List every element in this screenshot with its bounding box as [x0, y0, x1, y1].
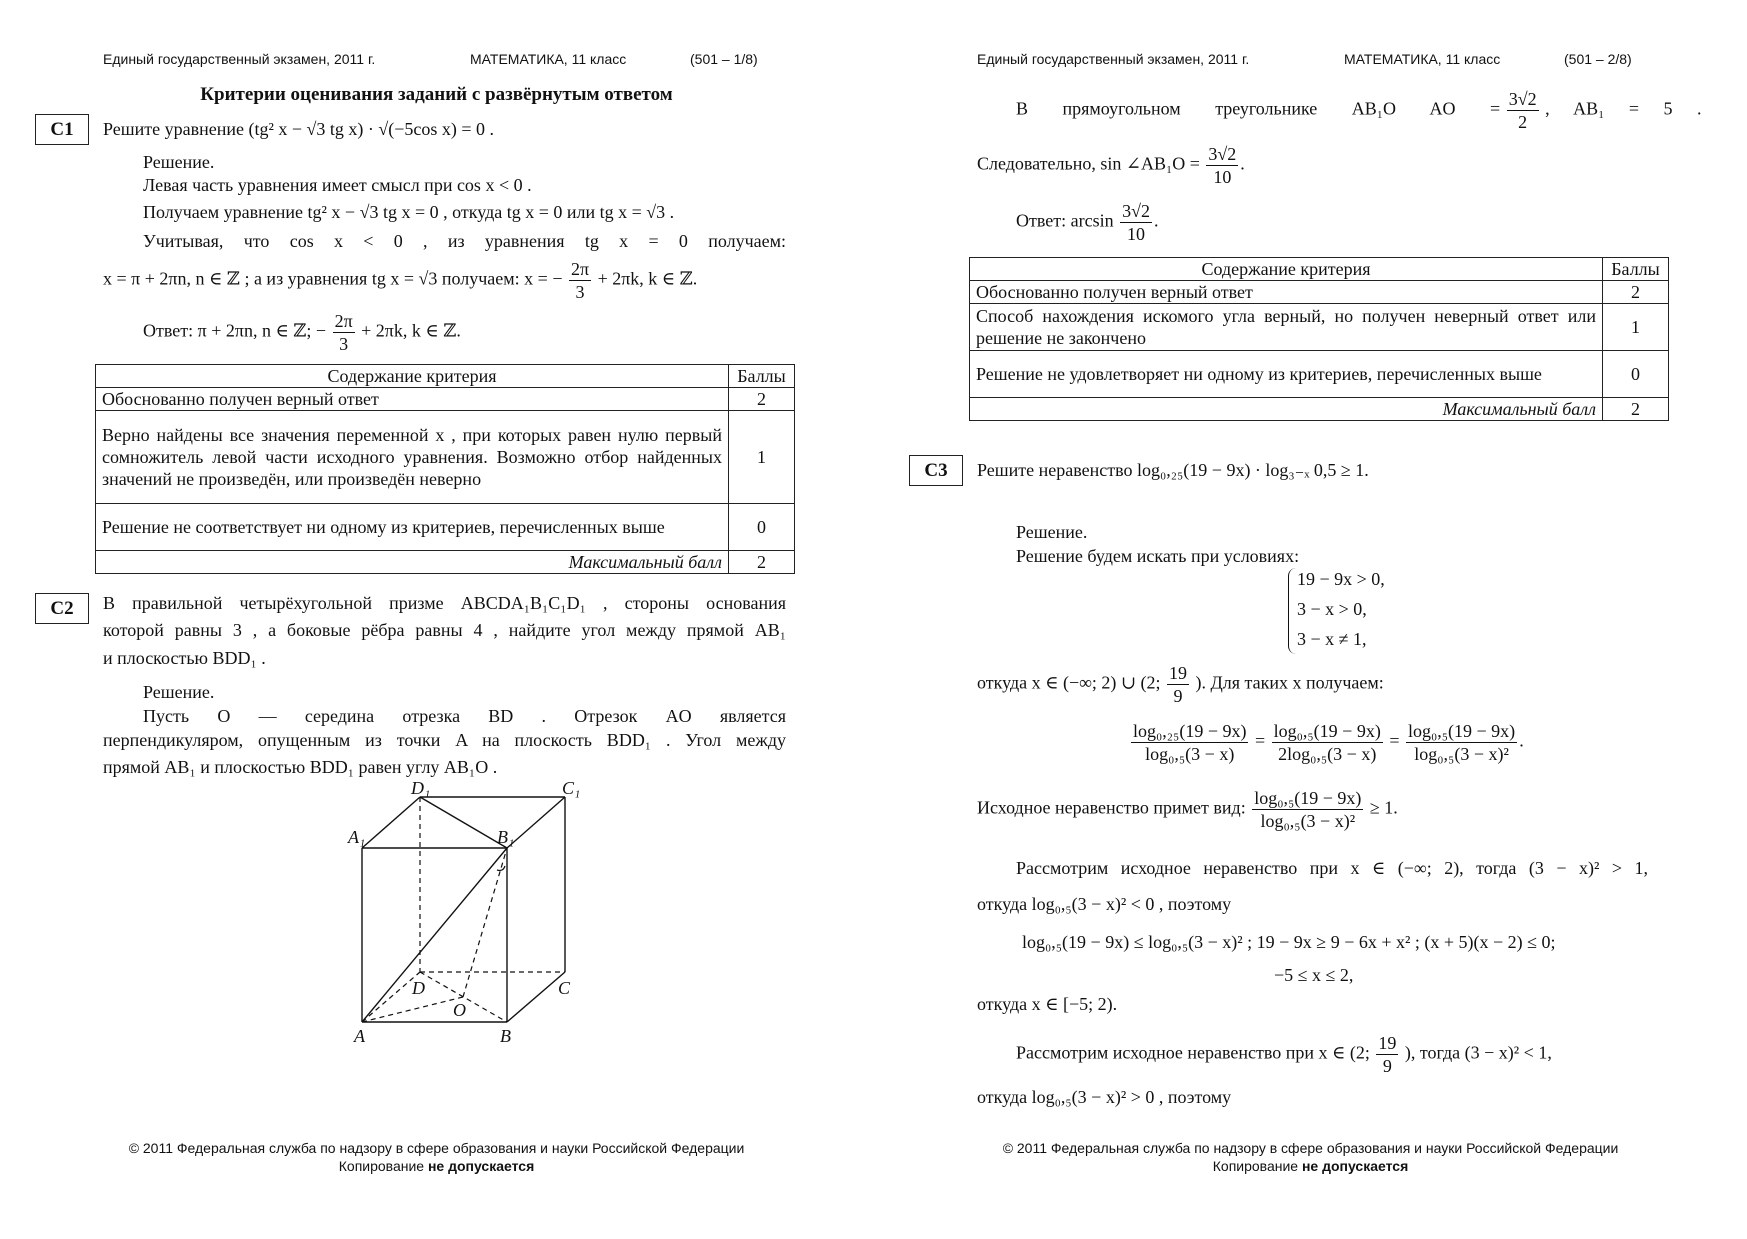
- criterion-score: 0: [1603, 351, 1669, 398]
- c3-case1-line-3: log₀,₅(19 − 9x) ≤ log₀,₅(3 − x)² ; 19 − 9x ≥ 9 − 6x + x² ; (x + 5)(x − 2) ≤ 0;: [1022, 932, 1556, 952]
- criterion-text: Обоснованно получен верный ответ: [96, 388, 729, 411]
- header-exam: Единый государственный экзамен, 2011 г.: [977, 51, 1250, 67]
- fraction: [1252, 787, 1363, 832]
- header-code: (501 – 2/8): [1564, 51, 1632, 67]
- c2-triangle-a: В прямоугольном треугольнике AB₁O AO =: [1016, 98, 1501, 119]
- vertex-label: D: [412, 978, 425, 998]
- table-row: [970, 281, 1669, 304]
- c3-case1-line-2: откуда log₀,₅(3 − x)² < 0 , поэтому: [977, 894, 1232, 914]
- condition: 3 − x > 0,: [1297, 599, 1367, 619]
- frac-den: log₀,₅(3 − x)²: [1260, 811, 1356, 831]
- criterion-text: Способ нахождения искомого угла верный, но получен неверный ответ или решение не закончено: [970, 304, 1603, 351]
- table-row: [96, 388, 795, 411]
- max-score-label: Максимальный балл: [970, 398, 1603, 421]
- fraction: [1376, 1032, 1398, 1077]
- c1-task: Решите уравнение (tg² x − √3 tg x) · √(−5cos x) = 0 .: [103, 119, 495, 139]
- footer-copy: Копирование: [1212, 1158, 1302, 1174]
- criterion-text: Решение не удовлетворяет ни одному из критериев, перечисленных выше: [970, 351, 1603, 398]
- c3-conditions-intro: Решение будем искать при условиях:: [1016, 546, 1300, 566]
- page-right: [874, 0, 1747, 1239]
- criterion-score: 1: [1603, 304, 1669, 351]
- frac-den: 2log₀,₅(3 − x): [1278, 744, 1377, 764]
- fraction: [1167, 662, 1189, 707]
- vertex-label: O: [453, 1000, 466, 1020]
- frac-den: 10: [1213, 167, 1232, 187]
- c1-answer-a: Ответ: π + 2πn, n ∈ ℤ; −: [143, 320, 327, 341]
- frac-num: 19: [1378, 1033, 1397, 1053]
- frac-den: log₀,₅(3 − x): [1145, 744, 1235, 764]
- c3-case1-line-1: Рассмотрим исходное неравенство при x ∈ (−∞; 2), тогда (3 − x)² > 1,: [1016, 858, 1648, 878]
- table-row: [970, 304, 1669, 351]
- vertex-label: C: [558, 978, 571, 998]
- frac-den: 2: [1518, 112, 1528, 132]
- c3-inequality-a: Исходное неравенство примет вид:: [977, 797, 1246, 818]
- header-subject: МАТЕМАТИКА, 11 класс: [1344, 51, 1501, 67]
- vertex-label: C₁: [562, 780, 581, 798]
- c2-solution-word: Решение.: [143, 682, 215, 702]
- frac-den: 10: [1127, 224, 1146, 244]
- c2-sol-line-1: Пусть O — середина отрезка BD . Отрезок AO является: [143, 706, 786, 726]
- frac-num: log₀,₅(19 − 9x): [1273, 721, 1381, 741]
- criteria-table-c2: [969, 257, 1669, 421]
- frac-num: 3√2: [1122, 201, 1150, 221]
- page-title: Критерии оценивания заданий с развёрнутым ответом: [200, 84, 673, 105]
- fraction: [1406, 720, 1517, 765]
- c3-case2-a: Рассмотрим исходное неравенство при x ∈ (2;: [1016, 1042, 1370, 1063]
- c3-domain-a: откуда x ∈ (−∞; 2) ∪ (2;: [977, 672, 1161, 693]
- c3-case2-line-2: откуда log₀,₅(3 − x)² > 0 , поэтому: [977, 1087, 1232, 1107]
- fraction: [569, 258, 591, 303]
- c3-domain-b: ). Для таких x получаем:: [1195, 672, 1384, 693]
- vertex-label: B: [500, 1026, 511, 1045]
- table-row: [96, 504, 795, 551]
- table-header: [96, 365, 795, 388]
- c3-solution-word: Решение.: [1016, 522, 1088, 542]
- table-header: [970, 258, 1669, 281]
- vertex-label: A: [354, 1026, 365, 1045]
- frac-num: 3√2: [1508, 89, 1537, 109]
- footer-copy-bold: не допускается: [427, 1158, 535, 1174]
- task-label-c1: C1: [35, 114, 89, 145]
- fraction: [333, 310, 355, 355]
- table-row-max: [970, 398, 1669, 421]
- footer-line-1: © 2011 Федеральная служба по надзору в сфере образования и науки Российской Федерации: [128, 1140, 745, 1156]
- header-exam: Единый государственный экзамен, 2011 г.: [103, 51, 376, 67]
- frac-num: 3√2: [1208, 144, 1237, 164]
- header-code: (501 – 1/8): [690, 51, 758, 67]
- frac-num: 2π: [334, 311, 353, 331]
- fraction: [1507, 88, 1539, 133]
- c2-answer-a: Ответ: arcsin: [1016, 210, 1114, 231]
- vertex-label: A₁: [348, 827, 366, 847]
- criterion-score: 1: [729, 411, 795, 504]
- header-subject: МАТЕМАТИКА, 11 класс: [470, 51, 627, 67]
- table-row: [96, 411, 795, 504]
- c2-answer: Ответ: arcsin $\frac{3√2}{10}$ .: [1016, 201, 1159, 244]
- c3-case1-line-4: −5 ≤ x ≤ 2,: [1274, 965, 1354, 985]
- frac-den: 3: [339, 334, 349, 354]
- c3-domain-line: [977, 662, 1384, 707]
- c2-task-line-3: и плоскостью BDD₁ .: [103, 648, 266, 668]
- frac-den: 9: [1173, 686, 1183, 706]
- footer-line-1: © 2011 Федеральная служба по надзору в сфере образования и науки Российской Федерации: [1002, 1140, 1619, 1156]
- c3-case1-line-5: откуда x ∈ [−5; 2).: [977, 994, 1118, 1014]
- frac-num: 2π: [570, 259, 590, 279]
- table-header-cell: Баллы: [1603, 258, 1669, 281]
- footer-copy: Копирование: [338, 1158, 428, 1174]
- c2-task-line-2: которой равны 3 , а боковые рёбра равны 4 , найдите угол между прямой AB₁: [103, 620, 786, 640]
- criteria-table-c1: [95, 364, 795, 574]
- footer-line-2: [874, 1158, 1747, 1174]
- frac-den: 9: [1382, 1056, 1392, 1076]
- frac-num: log₀,₅(19 − 9x): [1407, 721, 1516, 741]
- c1-line-3: Учитывая, что cos x < 0 , из уравнения tg x = 0 получаем:: [143, 231, 786, 251]
- criterion-score: 2: [1603, 281, 1669, 304]
- table-row-max: [96, 551, 795, 574]
- task-label-c3: C3: [909, 455, 963, 486]
- c1-solution-word: Решение.: [143, 152, 215, 172]
- c1-line-4: [103, 258, 697, 303]
- c3-case2-b: ), тогда (3 − x)² < 1,: [1404, 1042, 1552, 1063]
- fraction: [1120, 200, 1152, 245]
- c2-triangle-line: [1016, 88, 1702, 133]
- frac-num: log₀,₅(19 − 9x): [1254, 788, 1362, 808]
- condition: 3 − x ≠ 1,: [1297, 629, 1367, 649]
- frac-den: log₀,₅(3 − x)²: [1414, 744, 1509, 764]
- c3-case2-line-1: [1016, 1032, 1552, 1077]
- c3-equality: $\frac{\text{log₀,₂₅(19 − 9x)}}{\text{log₀,₅(3 − x)}}$ = $\frac{\text{log₀,₅(19 − 9x)}}{\text{2log₀,₅(3 − x)}}$ = $\frac{\text{log₀,₅(19 − 9x)}}{\text{log₀,₅(3 − x)²}}$ .: [1133, 721, 1524, 764]
- c3-inequality: [977, 787, 1398, 832]
- task-label-c2: C2: [35, 593, 89, 624]
- c2-sin-line: Следовательно, sin ∠AB₁O = $\frac{3√2}{10}$ .: [977, 144, 1245, 187]
- fraction: [1206, 143, 1238, 188]
- c2-task-line-1: В правильной четырёхугольной призме ABCDA₁B₁C₁D₁ , стороны основания: [103, 593, 786, 613]
- c1-answer: [143, 310, 461, 355]
- criterion-text: Решение не соответствует ни одному из критериев, перечисленных выше: [96, 504, 729, 551]
- table-header-cell: Содержание критерия: [96, 365, 729, 388]
- c1-line-4-a: x = π + 2πn, n ∈ ℤ ; а из уравнения tg x = √3 получаем: x = −: [103, 268, 563, 289]
- footer-line-2: [0, 1158, 873, 1174]
- fraction: [1131, 720, 1248, 765]
- vertex-label: B₁: [497, 827, 515, 847]
- max-score-label: Максимальный балл: [96, 551, 729, 574]
- footer-copy-bold: не допускается: [1301, 1158, 1409, 1174]
- frac-num: 19: [1169, 663, 1188, 683]
- c2-triangle-b: , AB₁ = 5 .: [1545, 98, 1702, 119]
- criterion-score: 0: [729, 504, 795, 551]
- c2-sol-line-2: перпендикуляром, опущенным из точки A на плоскость BDD₁ . Угол между: [103, 730, 786, 750]
- table-header-cell: Баллы: [729, 365, 795, 388]
- criterion-text: Верно найдены все значения переменной x , при которых равен нулю первый сомножитель левой части исходного уравнения. Возможно отбор найденных значений не произведён, или произведён неверно: [96, 411, 729, 504]
- frac-den: 3: [575, 282, 585, 302]
- c2-sol-line-3: прямой AB₁ и плоскостью BDD₁ равен углу AB₁O .: [103, 757, 498, 777]
- vertex-label: D₁: [411, 780, 431, 798]
- criterion-score: 2: [729, 388, 795, 411]
- fraction: [1272, 720, 1383, 765]
- frac-num: log₀,₂₅(19 − 9x): [1133, 721, 1247, 741]
- table-header-cell: Содержание критерия: [970, 258, 1603, 281]
- c3-inequality-b: ≥ 1.: [1369, 797, 1398, 818]
- criterion-text: Обоснованно получен верный ответ: [970, 281, 1603, 304]
- max-score-value: 2: [1603, 398, 1669, 421]
- c2-sin-a: Следовательно, sin ∠AB₁O =: [977, 153, 1200, 174]
- prism-figure: [340, 780, 590, 1045]
- c1-line-1: Левая часть уравнения имеет смысл при cos x < 0 .: [143, 175, 532, 195]
- condition: 19 − 9x > 0,: [1297, 569, 1385, 589]
- c1-answer-b: + 2πk, k ∈ ℤ.: [361, 320, 461, 341]
- c1-line-2: Получаем уравнение tg² x − √3 tg x = 0 , откуда tg x = 0 или tg x = √3 .: [143, 202, 675, 222]
- table-row: [970, 351, 1669, 398]
- c3-condition-system: [1288, 568, 1385, 654]
- page-left: [0, 0, 873, 1239]
- c3-task: Решите неравенство log₀,₂₅(19 − 9x) · log₃₋ₓ 0,5 ≥ 1.: [977, 460, 1369, 480]
- c1-line-4-b: + 2πk, k ∈ ℤ.: [597, 268, 698, 289]
- max-score-value: 2: [729, 551, 795, 574]
